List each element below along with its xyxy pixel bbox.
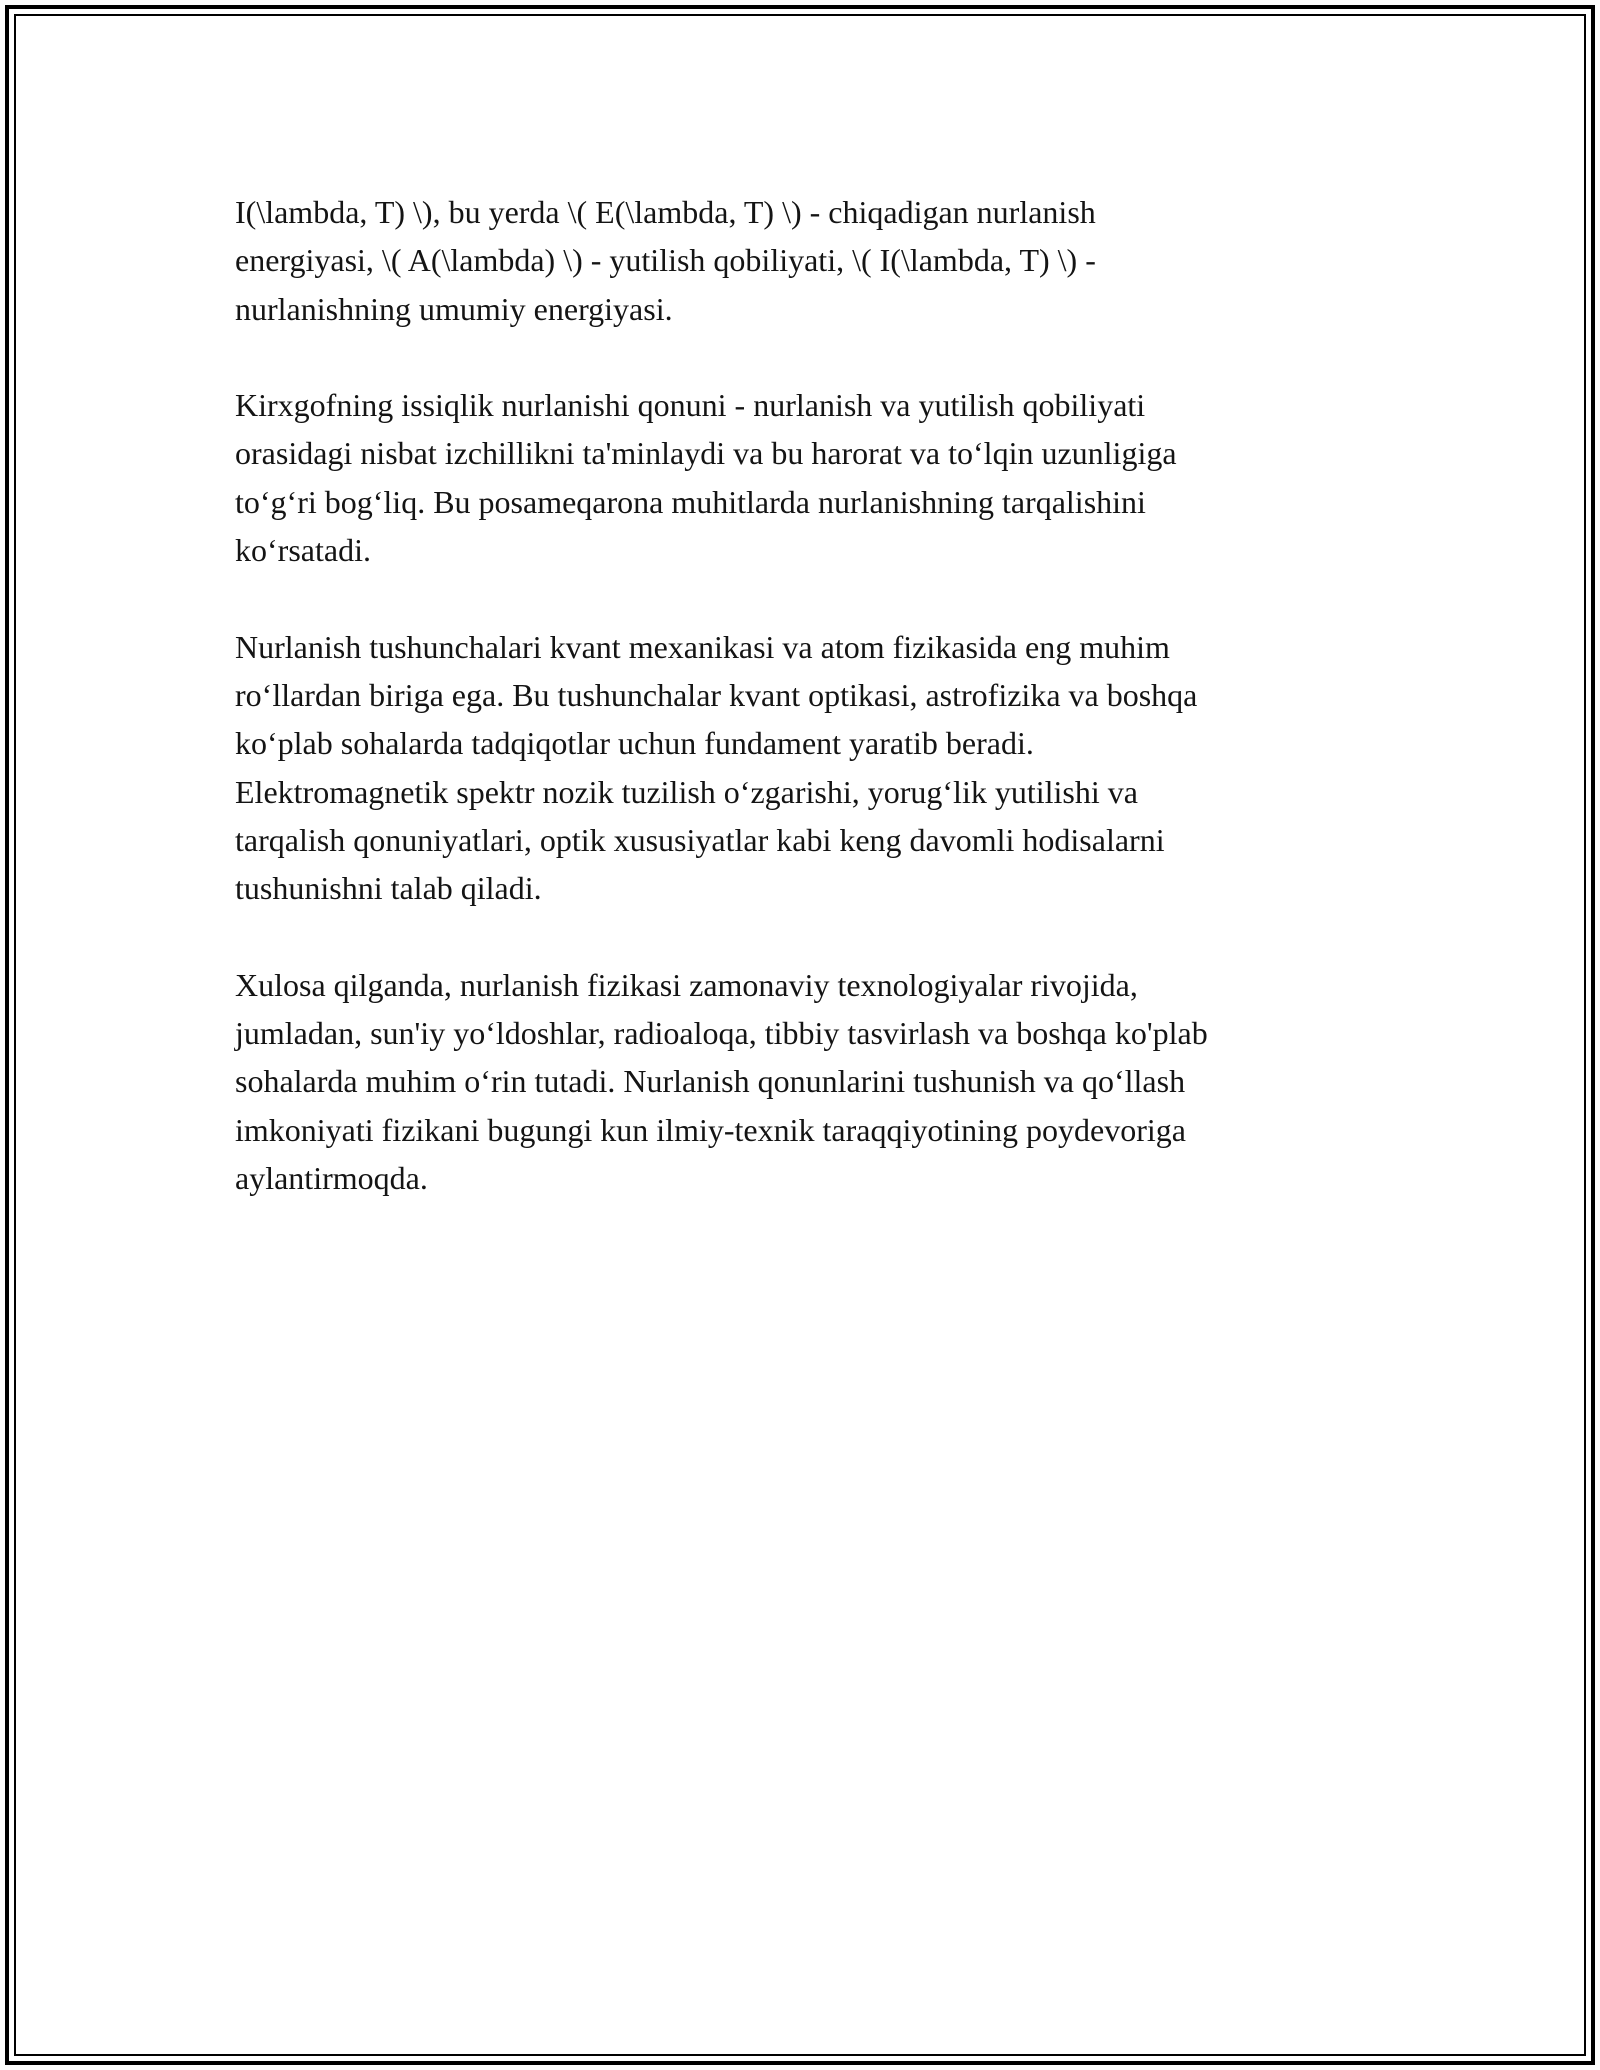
document-body — [235, 188, 1355, 1251]
paragraph-kirchhoff-law: Kirxgofning issiqlik nurlanishi qonuni - nurlanish va yutilish qobiliyati orasidagi nisbat izchillikni ta'minlaydi va bu harorat va to‘lqin uzunligiga to‘g‘ri bog‘liq. Bu posameqarona muhitlarda nurlanishning tarqalishini ko‘rsatadi. — [235, 387, 1177, 569]
paragraph-conclusion: Xulosa qilganda, nurlanish fizikasi zamonaviy texnologiyalar rivojida, jumladan, sun'iy yo‘ldoshlar, radioaloqa, tibbiy tasvirlash va boshqa ko'plab sohalarda muhim o‘rin tutadi. Nurlanish qonunlarini tushunish va qo‘llash imkoniyati fizikani bugungi kun ilmiy-texnik taraqqiyotining poydevoriga aylantirmoqda. — [235, 966, 1208, 1196]
paragraph-formula-definitions: I(\lambda, T) \), bu yerda \( E(\lambda, T) \) - chiqadigan nurlanish energiyasi, \( A(\lambda) \) - yutilish qobiliyati, \( I(\lambda, T) \) - nurlanishning umumiy energiyasi. — [235, 194, 1096, 327]
paragraph-quantum-concepts: Nurlanish tushunchalari kvant mexanikasi va atom fizikasida eng muhim ro‘llardan biriga ega. Bu tushunchalar kvant optikasi, astrofizika va boshqa ko‘plab sohalarda tadqiqotlar uchun fundament yaratib beradi. Elektromagnetik spektr nozik tuzilish o‘zgarishi, yorug‘lik yutilishi va tarqalish qonuniyatlari, optik xususiyatlar kabi keng davomli hodisalarni tushunishni talab qiladi. — [235, 628, 1198, 907]
